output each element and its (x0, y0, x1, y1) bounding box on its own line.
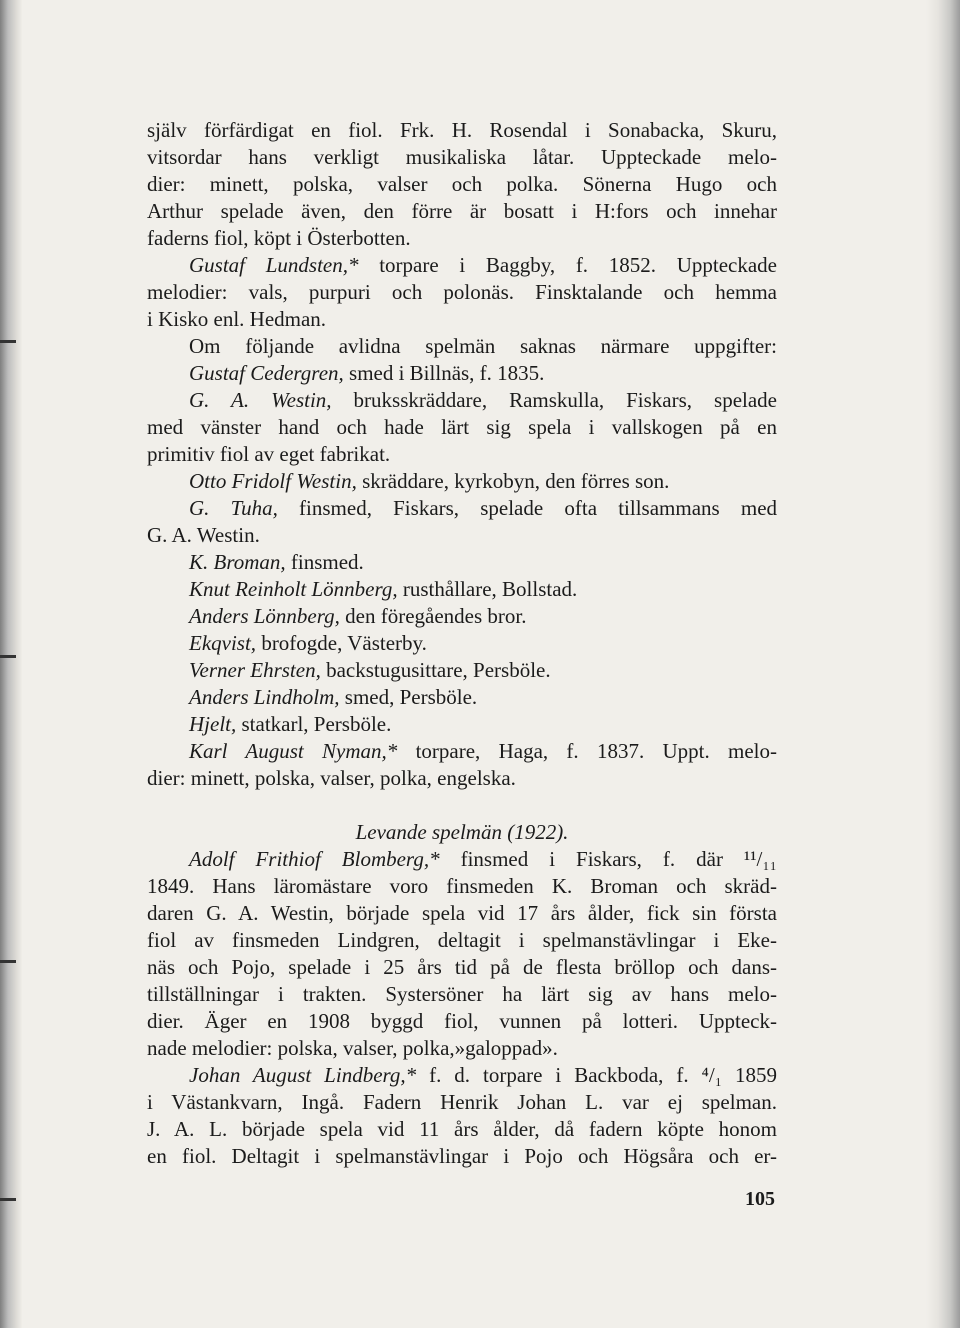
text-run: finsmed. (285, 550, 364, 574)
margin-mark (0, 340, 16, 343)
text-line (147, 441, 777, 468)
text-line (147, 981, 777, 1008)
italic-name: K. Broman, (189, 550, 286, 574)
italic-name: Johan August Lindberg,* (189, 1063, 417, 1087)
text-run: vitsordar hans verkligt musikaliska låtar. Uppteckade melo- (147, 145, 777, 169)
italic-name: Levande spelmän (1922). (355, 820, 569, 844)
text-run: torpare, Haga, f. 1837. Uppt. melo- (397, 739, 778, 763)
text-run: statkarl, Persböle. (236, 712, 392, 736)
italic-name: Anders Lindholm, (189, 685, 340, 709)
text-line (147, 387, 777, 414)
text-line (147, 1062, 777, 1089)
body-text (147, 117, 777, 1170)
margin-mark (0, 1198, 16, 1201)
text-run: smed, Persböle. (339, 685, 478, 709)
italic-name: Knut Reinholt Lönnberg, (189, 577, 398, 601)
text-run: dier. Äger en 1908 byggd fiol, vunnen på lotteri. Uppteck- (147, 1009, 777, 1033)
text-run: fiol av finsmeden Lindgren, deltagit i spelmanstävlingar i Eke- (147, 928, 777, 952)
text-run: brofogde, Västerby. (256, 631, 427, 655)
margin-mark (0, 960, 16, 963)
text-line (147, 927, 777, 954)
scan-right-edge (926, 0, 960, 1328)
text-run: den föregåendes bror. (339, 604, 527, 628)
italic-name: Gustaf Lundsten,* (189, 253, 359, 277)
text-line (147, 144, 777, 171)
text-run: daren G. A. Westin, började spela vid 17 års ålder, fick sin första (147, 901, 777, 925)
text-line (147, 495, 777, 522)
text-line (147, 360, 777, 387)
text-line (147, 306, 777, 333)
text-line (147, 873, 777, 900)
text-line (147, 522, 777, 549)
text-line (147, 711, 777, 738)
text-line (147, 900, 777, 927)
text-line (147, 630, 777, 657)
text-line (147, 954, 777, 981)
text-line (147, 333, 777, 360)
text-line (147, 117, 777, 144)
italic-name: G. A. Westin, (189, 388, 332, 412)
text-line (147, 576, 777, 603)
italic-name: Karl August Nyman,* (189, 739, 398, 763)
text-line (147, 603, 777, 630)
italic-name: Hjelt, (189, 712, 237, 736)
text-line (147, 279, 777, 306)
text-line (147, 738, 777, 765)
italic-name: Otto Fridolf Westin, (189, 469, 357, 493)
text-run: finsmed, Fiskars, spelade ofta tillsammans med (277, 496, 778, 520)
text-run: G. A. Westin. (147, 523, 260, 547)
text-run: finsmed i Fiskars, f. där ¹¹/₁₁ (439, 847, 777, 871)
italic-name: Anders Lönnberg, (189, 604, 340, 628)
text-line (147, 171, 777, 198)
text-run: näs och Pojo, spelade i 25 års tid på de flesta bröllop och dans- (147, 955, 777, 979)
page-number: 105 (745, 1188, 775, 1210)
text-line (147, 1143, 777, 1170)
text-line (147, 252, 777, 279)
scan-left-edge (0, 0, 22, 1328)
text-line (147, 1116, 777, 1143)
text-run: dier: minett, polska, valser, polka, engelska. (147, 766, 516, 790)
text-run: själv förfärdigat en fiol. Frk. H. Rosendal i Sonabacka, Skuru, (147, 118, 777, 142)
text-line (147, 468, 777, 495)
text-run: f. d. torpare i Backboda, f. ⁴/₁ 1859 (416, 1063, 777, 1087)
italic-name: G. Tuha, (189, 496, 278, 520)
margin-mark (0, 655, 16, 658)
text-run: Arthur spelade även, den förre är bosatt i H:fors och innehar (147, 199, 777, 223)
text-run: i Västankvarn, Ingå. Fadern Henrik Johan L. var ej spelman. (147, 1090, 777, 1114)
text-line (147, 198, 777, 225)
text-run: dier: minett, polska, valser och polka. Sönerna Hugo och (147, 172, 777, 196)
text-line (147, 684, 777, 711)
text-run: en fiol. Deltagit i spelmanstävlingar i Pojo och Högsåra och er- (147, 1144, 777, 1168)
text-line (147, 414, 777, 441)
italic-name: Adolf Frithiof Blomberg,* (189, 847, 440, 871)
text-line (147, 765, 777, 792)
text-run: J. A. L. började spela vid 11 års ålder, då fadern köpte honom (147, 1117, 777, 1141)
text-run: med vänster hand och hade lärt sig spela i vallskogen på en (147, 415, 777, 439)
italic-name: Ekqvist, (189, 631, 257, 655)
text-run: Om följande avlidna spelmän saknas närmare uppgifter: (189, 334, 777, 358)
text-run: nade melodier: polska, valser, polka,»galoppad». (147, 1036, 558, 1060)
text-run: melodier: vals, purpuri och polonäs. Finsktalande och hemma (147, 280, 777, 304)
text-run: 1849. Hans läromästare voro finsmeden K. Broman och skräd- (147, 874, 777, 898)
text-run: bruksskräddare, Ramskulla, Fiskars, spelade (331, 388, 777, 412)
text-line (147, 1089, 777, 1116)
section-heading (147, 819, 777, 846)
italic-name: Gustaf Cedergren, (189, 361, 344, 385)
text-line (147, 846, 777, 873)
text-line (147, 225, 777, 252)
text-line (147, 657, 777, 684)
text-run: faderns fiol, köpt i Österbotten. (147, 226, 411, 250)
text-run: tillställningar i trakten. Systersöner ha lärt sig av hans melo- (147, 982, 777, 1006)
text-run: torpare i Baggby, f. 1852. Uppteckade (358, 253, 778, 277)
text-line (147, 549, 777, 576)
text-line (147, 1008, 777, 1035)
text-run: i Kisko enl. Hedman. (147, 307, 327, 331)
text-run: primitiv fiol av eget fabrikat. (147, 442, 391, 466)
text-line (147, 1035, 777, 1062)
italic-name: Verner Ehrsten, (189, 658, 321, 682)
text-run: rusthållare, Bollstad. (397, 577, 578, 601)
text-run: backstugusittare, Persböle. (320, 658, 551, 682)
blank-line (147, 792, 777, 819)
text-run: smed i Billnäs, f. 1835. (343, 361, 545, 385)
text-run: skräddare, kyrkobyn, den förres son. (356, 469, 670, 493)
